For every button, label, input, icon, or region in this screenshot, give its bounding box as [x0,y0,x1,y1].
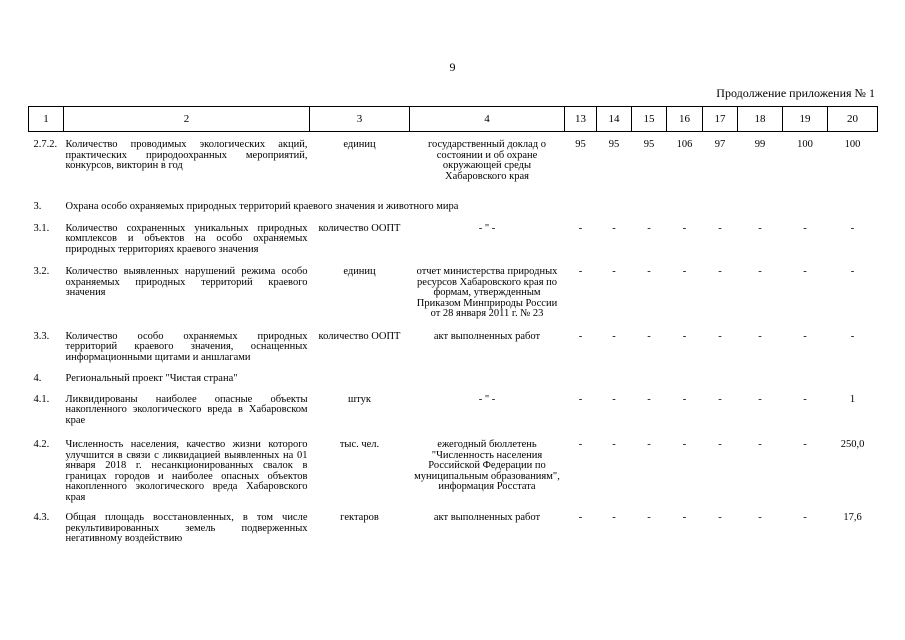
value-cell: - [682,439,687,450]
table-row [29,503,878,545]
value-cell: 100 [844,139,861,150]
table-row [29,255,878,320]
value-cell: - [758,222,762,234]
header-cell: 19 [783,107,828,132]
value-cell: - [612,330,616,342]
value-cell: - [718,393,722,405]
row-number: 4. [33,373,42,384]
value-cell: - [803,439,807,450]
header-cell: 18 [738,107,783,132]
table-row [29,426,878,503]
section-row [29,363,878,385]
value-cell: - [578,222,583,234]
value-cell: - [647,439,651,450]
value-cell: 95 [575,139,586,150]
row-number: 3. [33,201,42,212]
row-number: 2.7.2. [33,139,58,150]
indicators-table [28,106,878,545]
value-cell: - [758,330,762,342]
source-cell: - " - [478,222,496,234]
value-cell: - [758,512,762,523]
header-row [29,107,878,132]
value-cell: - [803,330,807,342]
unit-cell: количество ООПТ [318,330,401,342]
header-cell: 14 [597,107,632,132]
header-cell: 2 [64,107,310,132]
value-cell: - [612,512,616,523]
table-row [29,213,878,256]
row-number: 4.3. [33,512,50,523]
value-cell: 97 [714,139,726,150]
value-cell: 250,0 [840,439,865,450]
value-cell: - [612,393,616,405]
source-cell: государственный доклад о состоянии и об охране окружающей среды Хабаровского края [427,139,547,182]
indicator-name: Численность населения, качество жизни которого улучшится в связи с ликвидацией выявленных на 01 января 2018 г. несанкционированных свалок в границах городов и наиболее опасных объектов накопленного экологического вреда Хабаровского края [65,439,308,503]
table-row [29,385,878,427]
value-cell: - [718,330,722,342]
value-cell: - [758,266,762,277]
value-cell: - [803,266,807,277]
section-title: Региональный проект "Чистая страна" [65,373,238,384]
value-cell: - [718,266,722,277]
indicator-name: Ликвидированы наиболее опасные объекты накопленного экологического вреда в Хабаровском крае [65,393,308,426]
value-cell: 100 [797,139,813,150]
value-cell: 17,6 [843,512,862,523]
value-cell: - [682,222,687,234]
value-cell: - [718,439,722,450]
source-cell: акт выполненных работ [433,330,541,342]
section-row [29,182,878,213]
source-cell: ежегодный бюллетень "Численность населения Российской Федерации по муниципальным образованиям", информация Росстата [414,439,560,492]
value-cell: - [612,439,616,450]
header-cell: 13 [565,107,597,132]
unit-cell: единиц [343,139,376,150]
value-cell: - [647,512,651,523]
row-number: 3.2. [33,266,50,277]
value-cell: 95 [643,139,655,150]
unit-cell: гектаров [340,512,379,523]
value-cell: 1 [849,393,856,405]
source-cell: акт выполненных работ [433,512,541,523]
continuation-label: Продолжение приложения № 1 [716,86,875,100]
table-body [29,132,878,545]
value-cell: - [647,222,651,234]
value-cell: - [612,266,616,277]
indicator-name: Количество особо охраняемых природных территорий краевого значения, оснащенных информационными щитами и аншлагами [65,330,308,363]
value-cell: - [682,393,687,405]
row-number: 4.2. [33,439,50,450]
value-cell: - [647,330,651,342]
header-cell: 3 [310,107,410,132]
page-number: 9 [449,60,456,74]
unit-cell: тыс. чел. [339,439,380,450]
header-cell: 1 [29,107,64,132]
value-cell: - [578,393,583,405]
source-cell: - " - [478,393,496,405]
value-cell: - [682,266,687,277]
row-number: 3.3. [33,330,50,342]
value-cell: - [612,222,616,234]
header-cell: 17 [703,107,738,132]
value-cell: - [850,330,855,342]
value-cell: - [850,222,855,234]
value-cell: - [803,512,807,523]
value-cell: - [803,222,807,234]
value-cell: - [578,439,583,450]
indicator-name: Количество проводимых экологических акций, практических природоохранных мероприятий, конкурсов, викторин в год [65,139,308,171]
indicator-name: Количество сохраненных уникальных природных комплексов и объектов на особо охраняемых природных территориях краевого значения [65,222,308,255]
header-cell: 4 [410,107,565,132]
unit-cell: количество ООПТ [318,222,401,234]
value-cell: - [578,266,583,277]
value-cell: 95 [608,139,620,150]
value-cell: - [803,393,807,405]
value-cell: - [850,266,855,277]
value-cell: - [758,393,762,405]
value-cell: - [718,512,722,523]
header-cell: 16 [667,107,703,132]
value-cell: 106 [676,139,693,150]
source-cell: отчет министерства природных ресурсов Хабаровского края по формам, утвержденным Приказом Минприроды России от 28 января 2011 г. № 23 [416,266,558,319]
indicator-name: Общая площадь восстановленных, в том числе рекультивированных земель подверженных негативному воздействию [65,512,308,544]
section-title: Охрана особо охраняемых природных территорий краевого значения и животного мира [65,201,459,212]
row-number: 4.1. [33,393,50,405]
table-row [29,132,878,183]
value-cell: - [682,512,687,523]
header-cell: 15 [632,107,667,132]
value-cell: - [758,439,762,450]
unit-cell: штук [348,393,371,405]
value-cell: - [718,222,722,234]
value-cell: - [578,330,583,342]
value-cell: 99 [754,139,766,150]
header-cell: 20 [828,107,878,132]
value-cell: - [682,330,687,342]
value-cell: - [647,393,651,405]
unit-cell: единиц [343,266,376,277]
row-number: 3.1. [33,222,50,234]
table-row [29,320,878,364]
indicator-name: Количество выявленных нарушений режима особо охраняемых природных территорий краевого значения [65,266,308,298]
value-cell: - [578,512,583,523]
value-cell: - [647,266,651,277]
